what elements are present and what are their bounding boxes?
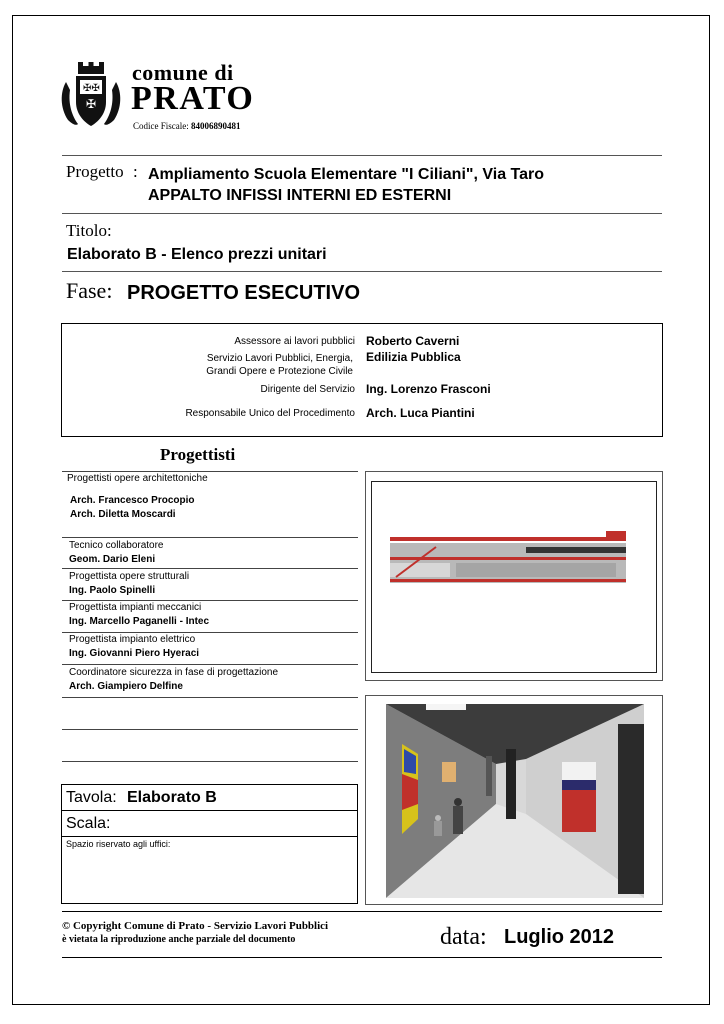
svg-text:✠✠: ✠✠ bbox=[83, 83, 100, 94]
progetto-line2: APPALTO INFISSI INTERNI ED ESTERNI bbox=[148, 187, 452, 204]
divider bbox=[62, 271, 662, 272]
fiscal-code: 84006890481 bbox=[191, 121, 241, 131]
divider bbox=[61, 836, 358, 837]
corridor-rendering bbox=[386, 704, 644, 898]
coat-of-arms-logo bbox=[58, 62, 124, 132]
group-name-strutture: Ing. Paolo Spinelli bbox=[69, 585, 156, 596]
scala-label: Scala: bbox=[66, 815, 111, 832]
data-value: Luglio 2012 bbox=[504, 926, 615, 948]
progetto-line1: Ampliamento Scuola Elementare "I Ciliani", Via Taro bbox=[148, 166, 545, 183]
group-title-sicurezza: Coordinatore sicurezza in fase di progettazione bbox=[69, 667, 279, 678]
role-assessore: Assessore ai lavori pubblici bbox=[234, 336, 355, 347]
group-title-meccanici: Progettista impianti meccanici bbox=[69, 602, 202, 613]
group-title-arch: Progettisti opere architettoniche bbox=[67, 473, 208, 484]
divider bbox=[62, 471, 358, 472]
roles-box bbox=[61, 323, 663, 437]
logo-line1: comune di bbox=[132, 60, 234, 85]
role-rup: Responsabile Unico del Procedimento bbox=[185, 408, 355, 419]
group-name-elettrico: Ing. Giovanni Piero Hyeraci bbox=[69, 648, 200, 659]
fase-value: PROGETTO ESECUTIVO bbox=[127, 282, 360, 304]
tavola-label: Tavola: bbox=[66, 789, 117, 806]
divider bbox=[62, 697, 358, 698]
group-title-strutture: Progettista opere strutturali bbox=[69, 571, 190, 582]
section-drawing bbox=[386, 527, 646, 587]
copyright-line2: è vietata la riproduzione anche parziale del documento bbox=[62, 934, 296, 945]
progetto-colon: : bbox=[133, 162, 138, 181]
logo-line2: PRATO bbox=[131, 80, 255, 117]
name-assessore: Roberto Caverni bbox=[366, 334, 460, 348]
spazio-label: Spazio riservato agli uffici: bbox=[66, 839, 171, 849]
group-title-elettrico: Progettista impianto elettrico bbox=[69, 634, 196, 645]
divider bbox=[62, 213, 662, 214]
group-title-tecnico: Tecnico collaboratore bbox=[69, 540, 164, 551]
divider bbox=[61, 810, 358, 811]
divider bbox=[62, 568, 358, 569]
copyright-line1: © Copyright Comune di Prato - Servizio Lavori Pubblici bbox=[62, 920, 329, 932]
section-drawing-frame bbox=[365, 471, 663, 681]
name-dirigente: Ing. Lorenzo Frasconi bbox=[366, 382, 491, 396]
fiscal-code-row bbox=[133, 121, 241, 131]
divider bbox=[62, 664, 358, 665]
role-dirigente: Dirigente del Servizio bbox=[260, 384, 355, 395]
divider bbox=[62, 155, 662, 156]
divider bbox=[62, 761, 358, 762]
titolo-value: Elaborato B - Elenco prezzi unitari bbox=[67, 246, 327, 263]
divider bbox=[62, 632, 358, 633]
group-name-arch-2: Arch. Diletta Moscardi bbox=[70, 509, 176, 520]
group-name-sicurezza: Arch. Giampiero Delfine bbox=[69, 681, 183, 692]
name-rup: Arch. Luca Piantini bbox=[366, 406, 475, 420]
divider bbox=[62, 729, 358, 730]
divider bbox=[62, 911, 662, 912]
divider bbox=[62, 537, 358, 538]
group-name-tecnico: Geom. Dario Eleni bbox=[69, 554, 156, 565]
divider bbox=[62, 600, 358, 601]
progettisti-heading: Progettisti bbox=[160, 445, 236, 464]
tavola-value: Elaborato B bbox=[127, 789, 217, 806]
role-servizio-2: Grandi Opere e Protezione Civile bbox=[206, 366, 353, 377]
fase-label: Fase: bbox=[66, 278, 113, 303]
svg-text:✠: ✠ bbox=[86, 97, 97, 111]
role-servizio-1: Servizio Lavori Pubblici, Energia, bbox=[206, 353, 353, 364]
group-name-meccanici: Ing. Marcello Paganelli - Intec bbox=[69, 616, 210, 627]
titolo-label: Titolo: bbox=[66, 221, 112, 240]
corridor-rendering-frame bbox=[365, 695, 663, 905]
progetto-label: Progetto bbox=[66, 162, 124, 181]
data-label: data: bbox=[440, 924, 487, 950]
group-name-arch-1: Arch. Francesco Procopio bbox=[70, 495, 195, 506]
fiscal-label: Codice Fiscale: bbox=[133, 121, 189, 131]
name-servizio: Edilizia Pubblica bbox=[366, 350, 461, 364]
divider bbox=[62, 957, 662, 958]
